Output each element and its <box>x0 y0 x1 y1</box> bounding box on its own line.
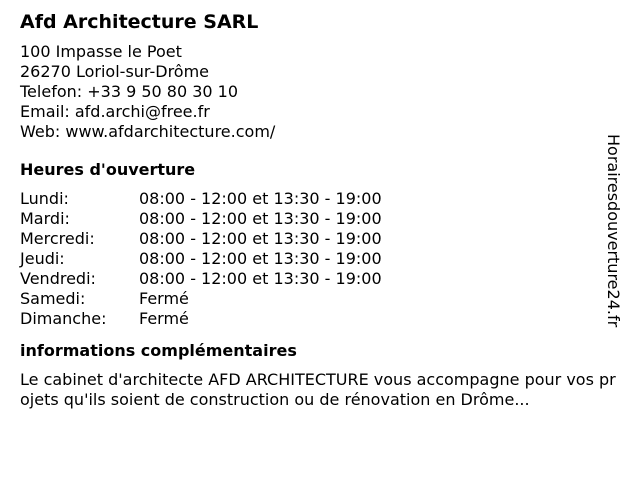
time-value: 08:00 - 12:00 et 13:30 - 19:00 <box>139 269 382 288</box>
day-label: Jeudi: <box>20 249 65 268</box>
time-value: Fermé <box>139 289 189 308</box>
business-description: Le cabinet d'architecte AFD ARCHITECTURE vous accompagne pour vos projets qu'ils soient de construction ou de rénovation en Drôme... <box>20 370 616 409</box>
hours-row-sunday <box>20 309 610 329</box>
day-label: Mardi: <box>20 209 70 228</box>
postal-city: 26270 Loriol-sur-Drôme <box>20 62 210 81</box>
time-value: 08:00 - 12:00 et 13:30 - 19:00 <box>139 189 382 208</box>
time-value: 08:00 - 12:00 et 13:30 - 19:00 <box>139 249 382 268</box>
email-line: Email: afd.archi@free.fr <box>20 102 210 121</box>
opening-hours-heading: Heures d'ouverture <box>20 160 196 179</box>
phone-line: Telefon: +33 9 50 80 30 10 <box>20 82 239 101</box>
opening-hours-table <box>20 189 610 329</box>
day-label: Samedi: <box>20 289 86 308</box>
hours-row-tuesday <box>20 209 610 229</box>
time-value: 08:00 - 12:00 et 13:30 - 19:00 <box>139 229 382 248</box>
day-label: Mercredi: <box>20 229 95 248</box>
hours-row-wednesday <box>20 229 610 249</box>
day-label: Lundi: <box>20 189 69 208</box>
hours-row-thursday <box>20 249 610 269</box>
day-label: Dimanche: <box>20 309 107 328</box>
time-value: 08:00 - 12:00 et 13:30 - 19:00 <box>139 209 382 228</box>
site-watermark: Horairesdouverture24.fr <box>604 134 623 328</box>
street-address: 100 Impasse le Poet <box>20 42 182 61</box>
day-label: Vendredi: <box>20 269 96 288</box>
hours-row-monday <box>20 189 610 209</box>
address-block <box>20 42 610 142</box>
additional-info-heading: informations complémentaires <box>20 341 297 360</box>
hours-row-saturday <box>20 289 610 309</box>
web-line: Web: www.afdarchitecture.com/ <box>20 122 276 141</box>
time-value: Fermé <box>139 309 189 328</box>
hours-row-friday <box>20 269 610 289</box>
business-name: Afd Architecture SARL <box>20 11 259 33</box>
